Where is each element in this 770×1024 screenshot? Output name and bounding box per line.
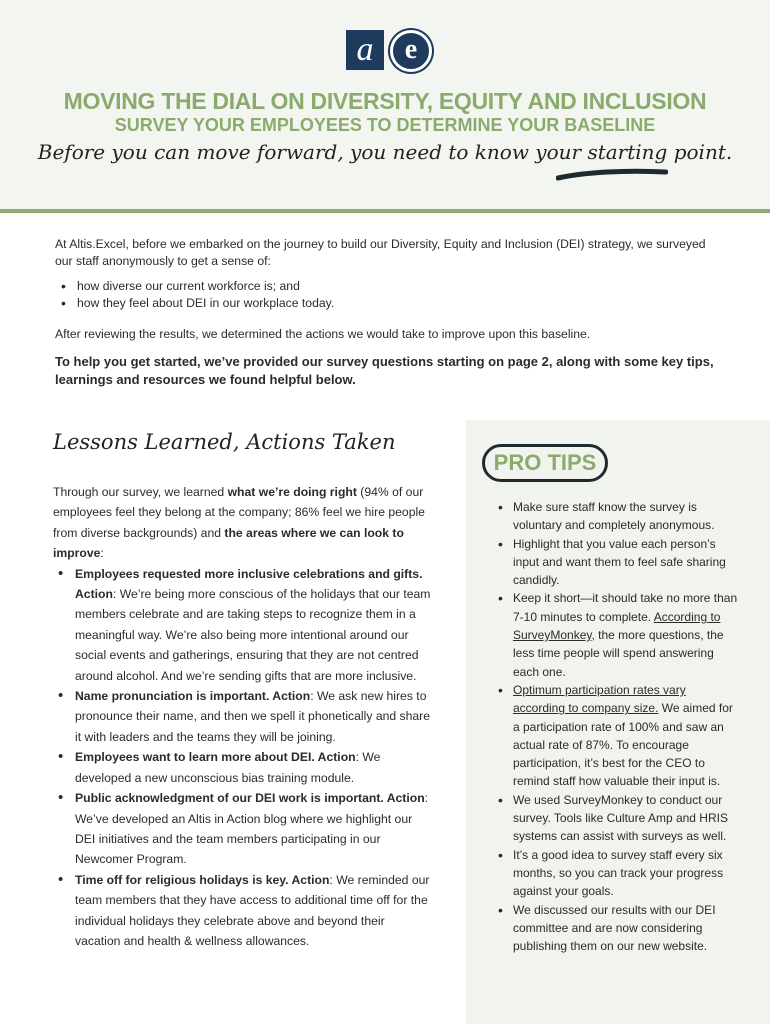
intro-callout: To help you get started, we’ve provided our survey questions starting on page 2, along with some key tips, learnings and resources we found helpful below.: [55, 354, 714, 387]
list-item: • Name pronunciation is important. Action: We ask new hires to pronounce their name, and then we spell it phonetically and share it with leaders and the teams they will be joining.: [53, 686, 433, 747]
list-item: • Public acknowledgment of our DEI work is important. Action: We’ve developed an Altis in Action blog where we highlight our DEI initiatives and the team members participating in our Newcomer Program.: [53, 788, 433, 870]
list-item: • It’s a good idea to survey staff every six months, so you can track your progress against your goals.: [498, 846, 738, 901]
surveymonkey-link[interactable]: According to SurveyMonkey: [513, 609, 721, 643]
list-item: • Highlight that you value each person’s input and want them to feel safe sharing candidly.: [498, 535, 738, 590]
list-item: • Optimum participation rates vary according to company size. We aimed for a participation rate of 100% and saw an actual rate of 87%. To encourage participation, it’s best for the CEO to remind staff how valuable their input is.: [498, 681, 738, 791]
list-item: • Employees requested more inclusive celebrations and gifts. Action: We’re being more conscious of the holidays that our team members celebrate and are taking steps to recognize them in a meaningful way. We’re also being more intentional around our social events and gatherings, ensuring that they are not centred around alcohol. And we’re sending gifts that are more inclusive.: [53, 564, 433, 686]
lessons-section: [53, 482, 433, 951]
list-item: • Make sure staff know the survey is voluntary and completely anonymous.: [498, 498, 738, 535]
list-item: • We used SurveyMonkey to conduct our survey. Tools like Culture Amp and HRIS systems can assist with surveys as well.: [498, 791, 738, 846]
list-item: • Keep it short—it should take no more than 7-10 minutes to complete. According to SurveyMonkey, the more questions, the less time people will spend answering each one.: [498, 589, 738, 680]
list-item: • Time off for religious holidays is key. Action: We reminded our team members that they have access to additional time off for the individual holidays they celebrate above and beyond their vacation and health & wellness allowances.: [53, 870, 433, 952]
lessons-list: [53, 564, 433, 952]
participation-rates-link[interactable]: Optimum participation rates vary according to company size.: [513, 682, 686, 716]
header-divider: [0, 209, 770, 213]
underline-swash-icon: [556, 168, 668, 182]
lessons-heading: Lessons Learned, Actions Taken: [53, 430, 396, 454]
logo-group: [346, 30, 432, 72]
list-item: • Employees want to learn more about DEI. Action: We developed a new unconscious bias training module.: [53, 747, 433, 788]
excel-logo: e: [390, 30, 432, 72]
list-item: • We discussed our results with our DEI committee and are now considering publishing them on our new website.: [498, 901, 738, 956]
page-subtitle: SURVEY YOUR EMPLOYEES TO DETERMINE YOUR BASELINE: [114, 115, 656, 135]
intro-paragraph-2: After reviewing the results, we determined the actions we would take to improve upon this baseline.: [55, 327, 591, 341]
intro-paragraph: At Altis.Excel, before we embarked on the journey to build our Diversity, Equity and Inclusion (DEI) strategy, we surveyed our staff anonymously to get a sense of:: [55, 237, 706, 268]
pro-tips-list: [498, 498, 738, 955]
intro-bullet-list: [61, 278, 715, 312]
tagline: Before you can move forward, you need to know your starting point.: [37, 140, 733, 164]
intro-section: [55, 236, 715, 399]
lessons-intro: Through our survey, we learned what we’re doing right (94% of our employees feel they belong at the company; 86% feel we hire people from diverse backgrounds) and the areas where we can look to improve:: [53, 485, 425, 561]
altis-logo: a: [346, 30, 384, 70]
pro-tips-badge: PRO TIPS: [482, 444, 608, 482]
page-title: MOVING THE DIAL ON DIVERSITY, EQUITY AND INCLUSION: [63, 88, 707, 114]
list-item: • how they feel about DEI in our workplace today.: [61, 295, 715, 312]
list-item: • how diverse our current workforce is; and: [61, 278, 715, 295]
